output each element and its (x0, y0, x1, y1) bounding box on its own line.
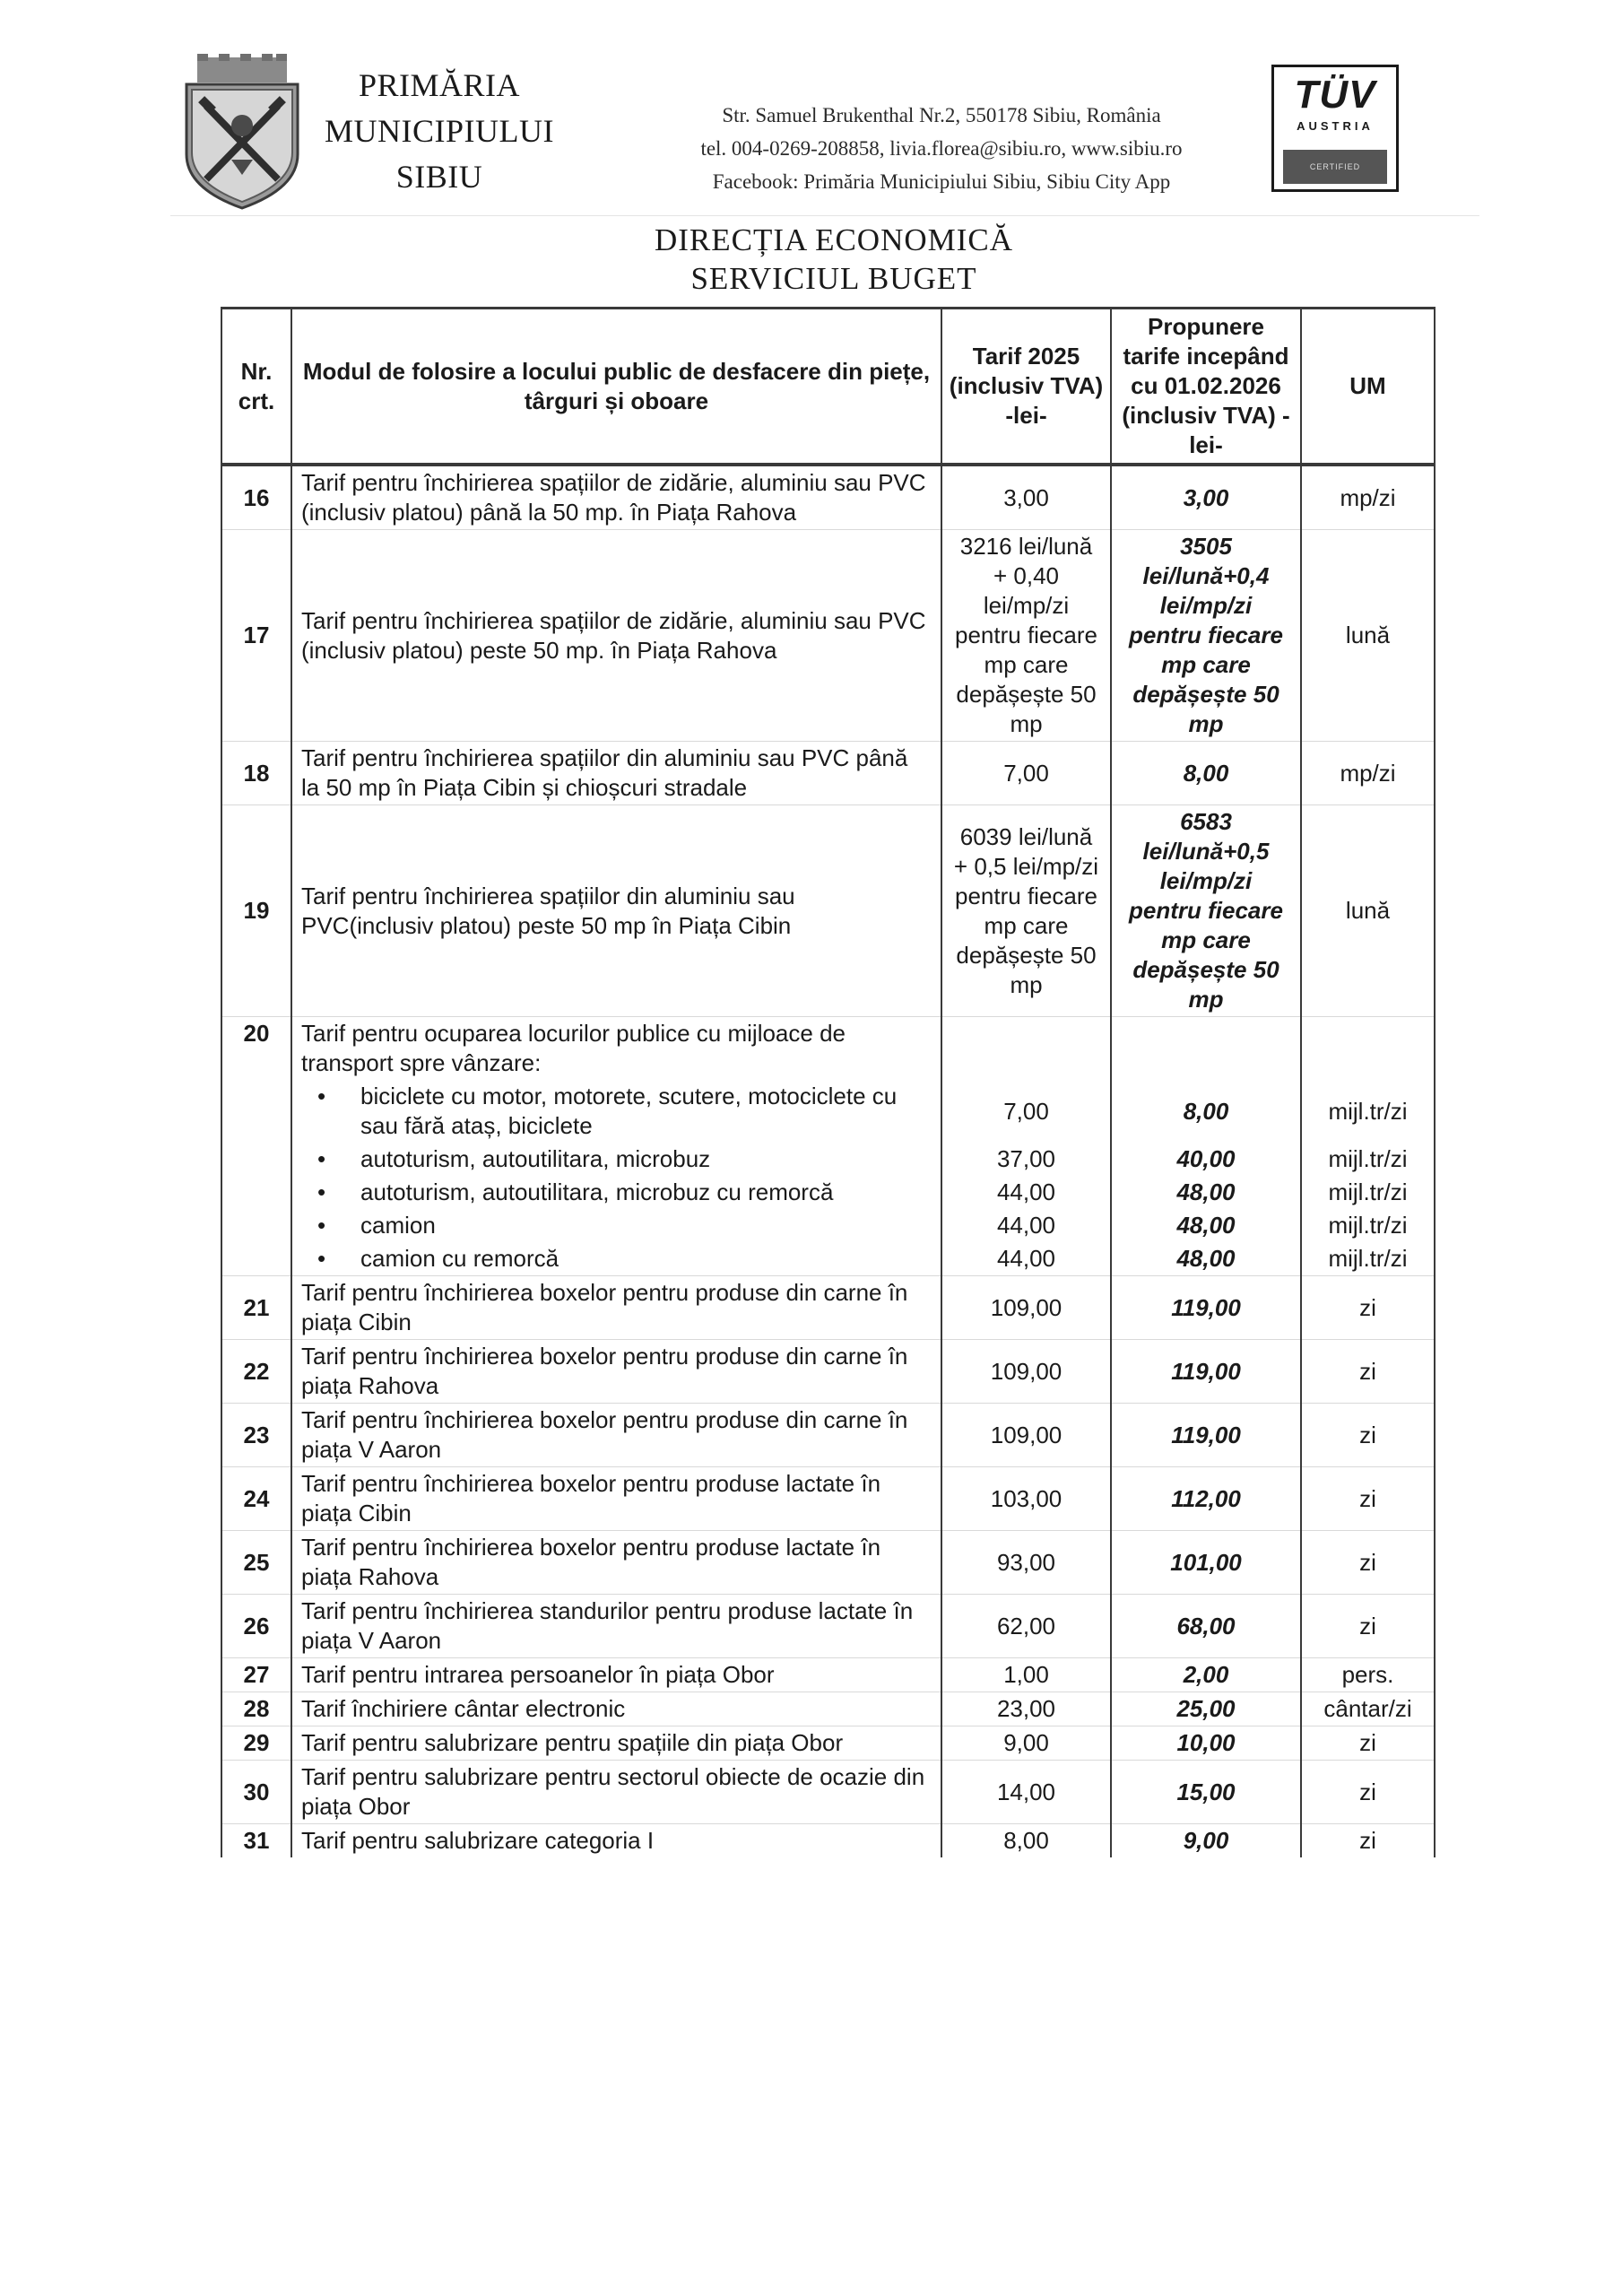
row-number-empty (221, 1209, 291, 1242)
row-proposal: 15,00 (1111, 1761, 1301, 1824)
row-proposal: 40,00 (1111, 1143, 1301, 1176)
row-number: 22 (221, 1340, 291, 1404)
table-subrow (221, 1176, 1435, 1209)
row-tariff-2025: 7,00 (941, 742, 1111, 805)
table-row (221, 1340, 1435, 1404)
row-um: zi (1301, 1531, 1435, 1595)
row-description: Tarif pentru închirierea standurilor pentru produse lactate în piața V Aaron (291, 1595, 941, 1658)
table-header-row (221, 309, 1435, 465)
row-um: cântar/zi (1301, 1692, 1435, 1726)
row-item (291, 1080, 941, 1143)
table-row (221, 1467, 1435, 1531)
table-row (221, 1761, 1435, 1824)
row-proposal: 2,00 (1111, 1658, 1301, 1692)
table-row (221, 465, 1435, 530)
row-um: zi (1301, 1276, 1435, 1340)
address-line: Str. Samuel Brukenthal Nr.2, 550178 Sibiu, România (722, 104, 1161, 126)
row-proposal: 119,00 (1111, 1340, 1301, 1404)
vehicle-type: • camion (360, 1211, 932, 1240)
row-tariff-2025: 3,00 (941, 465, 1111, 530)
row-description: Tarif pentru închirierea spațiilor de zidărie, aluminiu sau PVC (inclusiv platou) până la 50 mp. în Piața Rahova (291, 465, 941, 530)
row-description: Tarif pentru intrarea persoanelor în piața Obor (291, 1658, 941, 1692)
phone-email-line: tel. 004-0269-208858, livia.florea@sibiu.ro, www.sibiu.ro (700, 137, 1183, 160)
row-tariff-2025: 44,00 (941, 1242, 1111, 1276)
row-tariff-2025: 23,00 (941, 1692, 1111, 1726)
table-row (221, 1017, 1435, 1081)
row-um: mp/zi (1301, 742, 1435, 805)
tuv-certified-band: CERTIFIED (1283, 150, 1387, 184)
row-description: Tarif închiriere cântar electronic (291, 1692, 941, 1726)
tuv-certification-logo (1271, 65, 1399, 192)
row-description: Tarif pentru ocuparea locurilor publice cu mijloace de transport spre vânzare: (291, 1017, 941, 1081)
row-um: lună (1301, 530, 1435, 742)
sibiu-coat-of-arms-icon (179, 54, 305, 211)
row-um: mijl.tr/zi (1301, 1080, 1435, 1143)
row-description: Tarif pentru închirierea spațiilor din aluminiu sau PVC până la 50 mp în Piața Cibin și chioșcuri stradale (291, 742, 941, 805)
row-number: 24 (221, 1467, 291, 1531)
row-number: 27 (221, 1658, 291, 1692)
row-description: Tarif pentru salubrizare pentru sectorul obiecte de ocazie din piața Obor (291, 1761, 941, 1824)
row-um: mijl.tr/zi (1301, 1176, 1435, 1209)
row-tariff-2025: 93,00 (941, 1531, 1111, 1595)
table-subrow (221, 1143, 1435, 1176)
row-proposal: 10,00 (1111, 1726, 1301, 1761)
row-number: 28 (221, 1692, 291, 1726)
vehicle-type: • autoturism, autoutilitara, microbuz cu remorcă (360, 1178, 932, 1207)
row-number: 20 (221, 1017, 291, 1081)
row-proposal: 8,00 (1111, 1080, 1301, 1143)
header-proposal: Propunere tarife incepând cu 01.02.2026 (inclusiv TVA) -lei- (1111, 309, 1301, 465)
row-description: Tarif pentru salubrizare pentru spațiile din piața Obor (291, 1726, 941, 1761)
letterhead (0, 0, 1622, 323)
row-um: mijl.tr/zi (1301, 1209, 1435, 1242)
row-proposal: 3505 lei/lună+0,4 lei/mp/zi pentru fiecare mp care depășește 50 mp (1111, 530, 1301, 742)
row-number-empty (221, 1242, 291, 1276)
row-um: zi (1301, 1404, 1435, 1467)
table-row (221, 1531, 1435, 1595)
row-um: mp/zi (1301, 465, 1435, 530)
table-row (221, 1595, 1435, 1658)
contact-block (664, 99, 1219, 198)
row-um (1301, 1017, 1435, 1081)
row-tariff-2025: 109,00 (941, 1404, 1111, 1467)
row-um: zi (1301, 1467, 1435, 1531)
row-um: zi (1301, 1340, 1435, 1404)
row-proposal (1111, 1017, 1301, 1081)
row-number: 19 (221, 805, 291, 1017)
header-nr: Nr. crt. (221, 309, 291, 465)
institution-line: PRIMĂRIA (358, 67, 521, 103)
row-tariff-2025: 1,00 (941, 1658, 1111, 1692)
row-proposal: 48,00 (1111, 1242, 1301, 1276)
row-proposal: 6583 lei/lună+0,5 lei/mp/zi pentru fiecare mp care depășește 50 mp (1111, 805, 1301, 1017)
row-number: 25 (221, 1531, 291, 1595)
table-subrow (221, 1209, 1435, 1242)
row-tariff-2025: 14,00 (941, 1761, 1111, 1824)
row-description: Tarif pentru salubrizare categoria I (291, 1824, 941, 1858)
institution-line: SIBIU (395, 159, 483, 195)
row-number: 30 (221, 1761, 291, 1824)
vehicle-type: • autoturism, autoutilitara, microbuz (360, 1144, 932, 1174)
row-um: mijl.tr/zi (1301, 1143, 1435, 1176)
header-divider (170, 215, 1479, 216)
row-proposal: 9,00 (1111, 1824, 1301, 1858)
row-proposal: 3,00 (1111, 465, 1301, 530)
row-tariff-2025: 6039 lei/lună + 0,5 lei/mp/zi pentru fiecare mp care depășește 50 mp (941, 805, 1111, 1017)
row-description: Tarif pentru închirierea boxelor pentru produse lactate în piața Cibin (291, 1467, 941, 1531)
row-proposal: 8,00 (1111, 742, 1301, 805)
row-number-empty (221, 1176, 291, 1209)
table-row (221, 1658, 1435, 1692)
row-item (291, 1143, 941, 1176)
row-um: zi (1301, 1595, 1435, 1658)
row-tariff-2025: 44,00 (941, 1176, 1111, 1209)
row-um: lună (1301, 805, 1435, 1017)
tariff-table (221, 307, 1436, 1857)
header-tariff-2025: Tarif 2025 (inclusiv TVA) -lei- (941, 309, 1111, 465)
row-tariff-2025: 109,00 (941, 1340, 1111, 1404)
row-um: zi (1301, 1726, 1435, 1761)
department-line: DIRECȚIA ECONOMICĂ (654, 222, 1014, 257)
row-proposal: 119,00 (1111, 1276, 1301, 1340)
vehicle-type: • biciclete cu motor, motorete, scutere, motociclete cu sau fără ataș, biciclete (360, 1082, 932, 1141)
row-tariff-2025: 44,00 (941, 1209, 1111, 1242)
row-tariff-2025: 8,00 (941, 1824, 1111, 1858)
row-number-empty (221, 1143, 291, 1176)
row-description: Tarif pentru închirierea boxelor pentru produse din carne în piața V Aaron (291, 1404, 941, 1467)
row-description: Tarif pentru închirierea boxelor pentru produse din carne în piața Cibin (291, 1276, 941, 1340)
tuv-country: AUSTRIA (1297, 119, 1374, 133)
row-description: Tarif pentru închirierea boxelor pentru produse din carne în piața Rahova (291, 1340, 941, 1404)
header-mode: Modul de folosire a locului public de desfacere din piețe, târguri și oboare (291, 309, 941, 465)
table-row (221, 530, 1435, 742)
row-number: 23 (221, 1404, 291, 1467)
row-proposal: 101,00 (1111, 1531, 1301, 1595)
table-row (221, 1824, 1435, 1858)
row-proposal: 48,00 (1111, 1209, 1301, 1242)
row-tariff-2025: 109,00 (941, 1276, 1111, 1340)
table-row (221, 742, 1435, 805)
row-number: 26 (221, 1595, 291, 1658)
institution-name (305, 63, 574, 200)
row-proposal: 48,00 (1111, 1176, 1301, 1209)
table-row (221, 1692, 1435, 1726)
row-um: zi (1301, 1824, 1435, 1858)
facebook-line: Facebook: Primăria Municipiului Sibiu, Sibiu City App (712, 170, 1171, 193)
row-description: Tarif pentru închirierea boxelor pentru produse lactate în piața Rahova (291, 1531, 941, 1595)
table-row (221, 1276, 1435, 1340)
row-um: mijl.tr/zi (1301, 1242, 1435, 1276)
row-um: zi (1301, 1761, 1435, 1824)
table-row (221, 805, 1435, 1017)
tuv-mark: TÜV (1294, 73, 1376, 117)
row-proposal: 25,00 (1111, 1692, 1301, 1726)
table-row (221, 1404, 1435, 1467)
header-um: UM (1301, 309, 1435, 465)
table-subrow (221, 1080, 1435, 1143)
row-proposal: 68,00 (1111, 1595, 1301, 1658)
institution-line: MUNICIPIULUI (325, 113, 554, 149)
row-number: 17 (221, 530, 291, 742)
row-tariff-2025: 103,00 (941, 1467, 1111, 1531)
row-description: Tarif pentru închirierea spațiilor de zidărie, aluminiu sau PVC (inclusiv platou) peste 50 mp. în Piața Rahova (291, 530, 941, 742)
row-description: Tarif pentru închirierea spațiilor din aluminiu sau PVC(inclusiv platou) peste 50 mp în Piața Cibin (291, 805, 941, 1017)
row-proposal: 119,00 (1111, 1404, 1301, 1467)
row-proposal: 112,00 (1111, 1467, 1301, 1531)
row-tariff-2025: 7,00 (941, 1080, 1111, 1143)
row-um: pers. (1301, 1658, 1435, 1692)
row-item (291, 1209, 941, 1242)
row-tariff-2025: 3216 lei/lună + 0,40 lei/mp/zi pentru fiecare mp care depășește 50 mp (941, 530, 1111, 742)
row-tariff-2025: 37,00 (941, 1143, 1111, 1176)
row-number-empty (221, 1080, 291, 1143)
row-number: 29 (221, 1726, 291, 1761)
row-tariff-2025: 9,00 (941, 1726, 1111, 1761)
table-subrow (221, 1242, 1435, 1276)
row-item (291, 1176, 941, 1209)
vehicle-type: • camion cu remorcă (360, 1244, 932, 1274)
row-number: 31 (221, 1824, 291, 1858)
row-number: 21 (221, 1276, 291, 1340)
row-item (291, 1242, 941, 1276)
row-number: 18 (221, 742, 291, 805)
row-tariff-2025: 62,00 (941, 1595, 1111, 1658)
row-tariff-2025 (941, 1017, 1111, 1081)
row-number: 16 (221, 465, 291, 530)
service-line: SERVICIUL BUGET (690, 261, 977, 296)
table-row (221, 1726, 1435, 1761)
department-title (538, 221, 1130, 298)
